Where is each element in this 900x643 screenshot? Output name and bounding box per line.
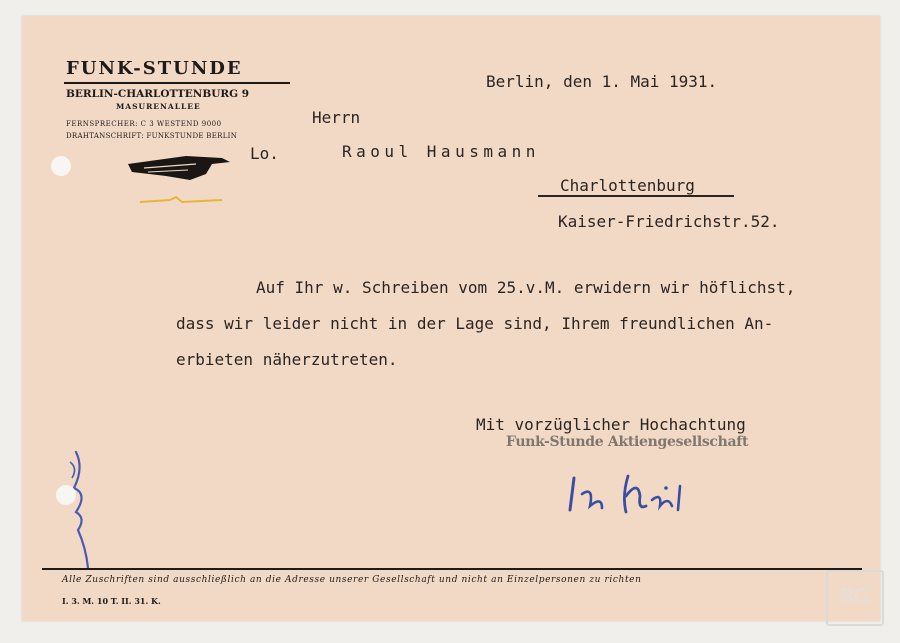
company-stamp: Funk-Stunde Aktiengesellschaft (506, 434, 749, 450)
print-code: I. 3. M. 10 T. II. 31. K. (62, 596, 161, 606)
recipient-salutation: Herrn (312, 108, 361, 127)
company-phone: FERNSPRECHER: C 3 WESTEND 9000 (66, 120, 222, 128)
margin-pencil-mark (60, 448, 100, 572)
letter-sheet (22, 16, 880, 621)
company-street: MASURENALLEE (116, 102, 201, 111)
reference-mark: Lo. (250, 144, 279, 163)
archive-logo (826, 570, 884, 626)
body-line-1: Auf Ihr w. Schreiben vom 25.v.M. erwidern wir höflichst, (256, 278, 796, 297)
archive-logo-text: BG (840, 584, 870, 608)
company-telegram: DRAHTANSCHRIFT: FUNKSTUNDE BERLIN (66, 132, 238, 140)
company-address: BERLIN-CHARLOTTENBURG 9 (66, 88, 250, 100)
letterhead-rule (64, 82, 290, 84)
eagle-logo-icon (126, 152, 236, 208)
punch-hole-bottom (56, 485, 76, 505)
body-line-3: erbieten näherzutreten. (176, 350, 398, 369)
recipient-name: Raoul Hausmann (342, 142, 540, 161)
body-line-2: dass wir leider nicht in der Lage sind, Ihrem freundlichen An- (176, 314, 774, 333)
closing-line: Mit vorzüglicher Hochachtung (476, 415, 746, 434)
punch-hole-top (51, 156, 71, 176)
footer-notice: Alle Zuschriften sind ausschließlich an die Adresse unserer Gesellschaft und nicht an Einzelpersonen zu richten (62, 575, 642, 585)
city-underline (538, 195, 734, 197)
signature (568, 466, 728, 520)
recipient-city: Charlottenburg (560, 176, 695, 195)
footer-rule (42, 568, 862, 570)
recipient-street: Kaiser-Friedrichstr.52. (558, 212, 780, 231)
company-name: FUNK-STUNDE (66, 58, 243, 79)
date-line: Berlin, den 1. Mai 1931. (486, 72, 718, 91)
